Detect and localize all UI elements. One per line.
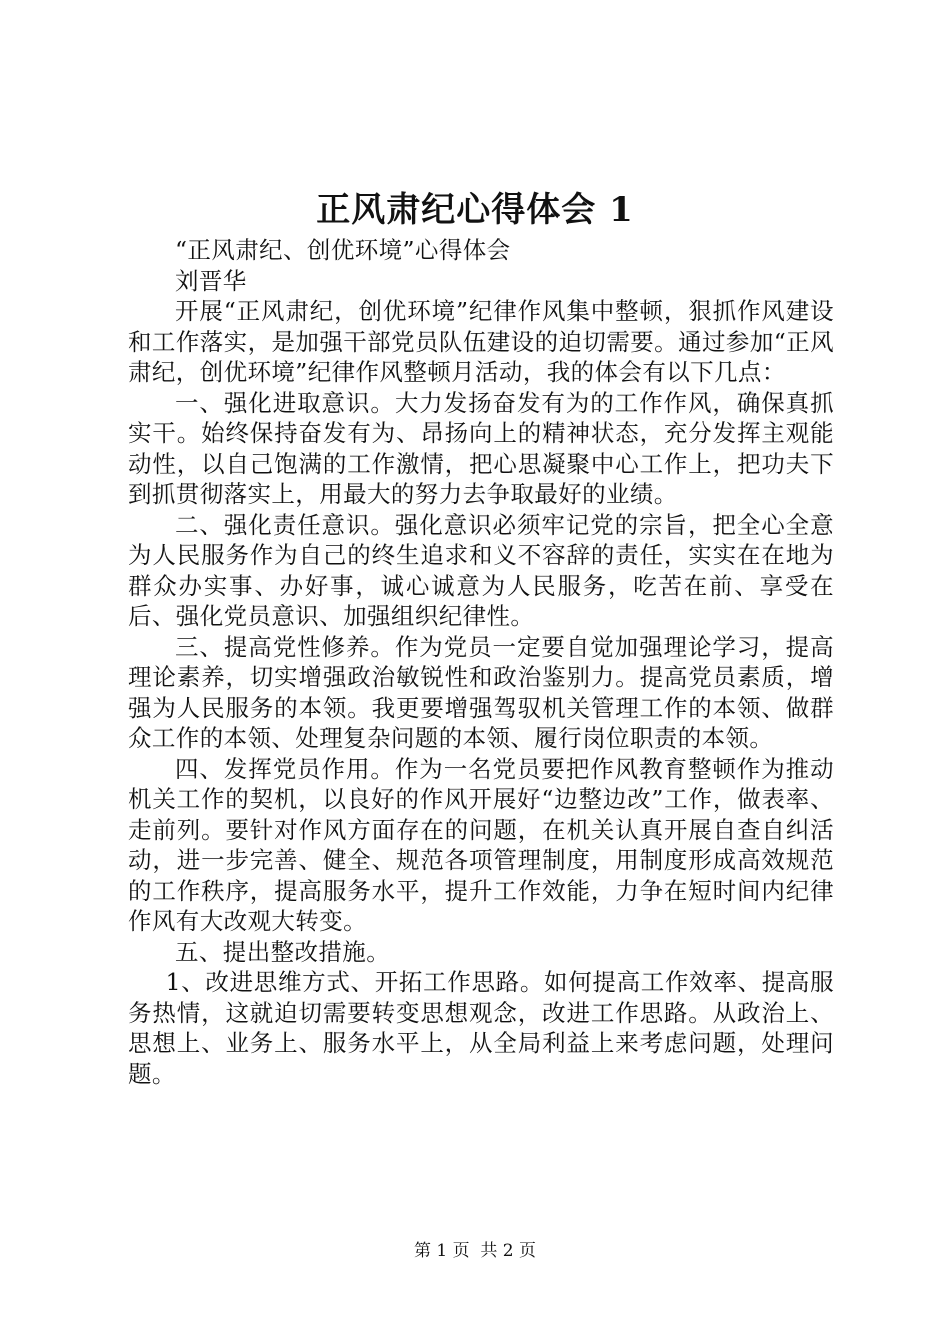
- document-title: 正风肃纪心得体会 1: [316, 190, 634, 230]
- document-author: 刘晋华: [175, 266, 247, 295]
- paragraph-section-4: 四、发挥党员作用。作为一名党员要把作风教育整顿作为推动机关工作的契机，以良好的作风开展好“边整边改”工作，做表率、走前列。要针对作风方面存在的问题，在机关认真开展自查自纠活动，进一步完善、健全、规范各项管理制度，用制度形成高效规范的工作秩序，提高服务水平，提升工作效能，力争在短时间内纪律作风有大改观大转变。: [128, 754, 834, 935]
- document-body: [128, 235, 834, 1089]
- paragraph-section-5: 五、提出整改措施。: [175, 937, 391, 966]
- page-footer: [0, 1239, 950, 1263]
- document-subtitle: “正风肃纪、创优环境”心得体会: [175, 236, 511, 264]
- paragraph-intro: 开展“正风肃纪，创优环境”纪律作风集中整顿，狠抓作风建设和工作落实，是加强干部党员队伍建设的迫切需要。通过参加“正风肃纪，创优环境”纪律作风整顿月活动，我的体会有以下几点：: [128, 297, 834, 386]
- paragraph-section-3: 三、提高党性修养。作为党员一定要自觉加强理论学习，提高理论素养，切实增强政治敏锐性和政治鉴别力。提高党员素质，增强为人民服务的本领。我更要增强驾驭机关管理工作的本领、做群众工作的本领、处理复杂问题的本领、履行岗位职责的本领。: [128, 632, 834, 752]
- page-number: 第 1 页 共 2 页: [413, 1241, 537, 1261]
- paragraph-section-1: 一、强化进取意识。大力发扬奋发有为的工作作风，确保真抓实干。始终保持奋发有为、昂扬向上的精神状态，充分发挥主观能动性，以自己饱满的工作激情，把心思凝聚中心工作上，把功夫下到抓贯彻落实上，用最大的努力去争取最好的业绩。: [128, 388, 834, 508]
- paragraph-measure-1: 1、改进思维方式、开拓工作思路。如何提高工作效率、提高服务热情，这就迫切需要转变思想观念，改进工作思路。从政治上、思想上、业务上、服务水平上，从全局利益上来考虑问题，处理问题。: [128, 968, 834, 1088]
- paragraph-section-2: 二、强化责任意识。强化意识必须牢记党的宗旨，把全心全意为人民服务作为自己的终生追求和义不容辞的责任，实实在在地为群众办实事、办好事，诚心诚意为人民服务，吃苦在前、享受在后、强化党员意识、加强组织纪律性。: [128, 510, 834, 630]
